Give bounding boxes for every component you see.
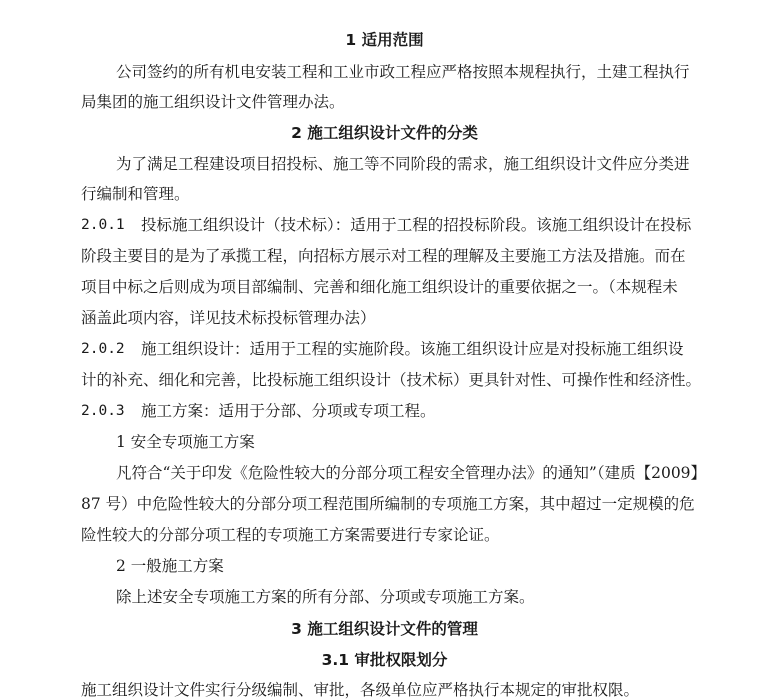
paragraph-line: 计的补充、细化和完善，比投标施工组织设计（技术标）更具针对性、可操作性和经济性。: [81, 371, 702, 389]
paragraph-line: 凡符合“关于印发《危险性较大的分部分项工程安全管理办法》的通知”（建质【2009】: [116, 464, 707, 482]
paragraph-line: 施工方案：适用于分部、分项或专项工程。: [141, 402, 436, 420]
paragraph-line: 87 号）中危险性较大的分部分项工程范围所编制的专项施工方案，其中超过一定规模的危: [81, 495, 695, 513]
paragraph-line: 项目中标之后则成为项目部编制、完善和细化施工组织设计的重要依据之一。（本规程未: [81, 278, 678, 296]
paragraph-line: 投标施工组织设计（技术标）：适用于工程的招投标阶段。该施工组织设计在投标: [141, 216, 692, 234]
clause-number-2-0-2: 2.0.2: [81, 341, 125, 357]
paragraph-line: 公司签约的所有机电安装工程和工业市政工程应严格按照本规程执行，土建工程执行: [116, 63, 690, 81]
heading-section-3: 3 施工组织设计文件的管理: [291, 620, 478, 638]
cropped-next-line: [81, 680, 701, 699]
paragraph-line: 险性较大的分部分项工程的专项施工方案需要进行专家论证。: [81, 526, 500, 544]
paragraph-line: 涵盖此项内容，详见技术标投标管理办法）: [81, 309, 376, 327]
clause-number-2-0-3: 2.0.3: [81, 403, 125, 419]
paragraph-line: 施工组织设计：适用于工程的实施阶段。该施工组织设计应是对投标施工组织设: [141, 340, 684, 358]
clause-number-2-0-1: 2.0.1: [81, 217, 125, 233]
paragraph-line: 行编制和管理。: [81, 185, 190, 203]
heading-section-2: 2 施工组织设计文件的分类: [291, 124, 478, 142]
paragraph-line: 阶段主要目的是为了承揽工程，向招标方展示对工程的理解及主要施工方法及措施。而在: [81, 247, 686, 265]
paragraph-line: 除上述安全专项施工方案的所有分部、分项或专项施工方案。: [116, 588, 535, 606]
paragraph-line: 局集团的施工组织设计文件管理办法。: [81, 93, 345, 111]
item-label-safety-plan: 1 安全专项施工方案: [116, 433, 255, 451]
paragraph-line: 施工组织设计文件实行分级编制、审批，各级单位应严格执行本规定的审批权限。: [81, 681, 640, 699]
item-label-general-plan: 2 一般施工方案: [116, 557, 224, 575]
paragraph-line: 为了满足工程建设项目招投标、施工等不同阶段的需求，施工组织设计文件应分类进: [116, 155, 690, 173]
heading-section-1: 1 适用范围: [345, 31, 424, 49]
heading-subsection-3-1: 3.1 审批权限划分: [321, 651, 448, 669]
